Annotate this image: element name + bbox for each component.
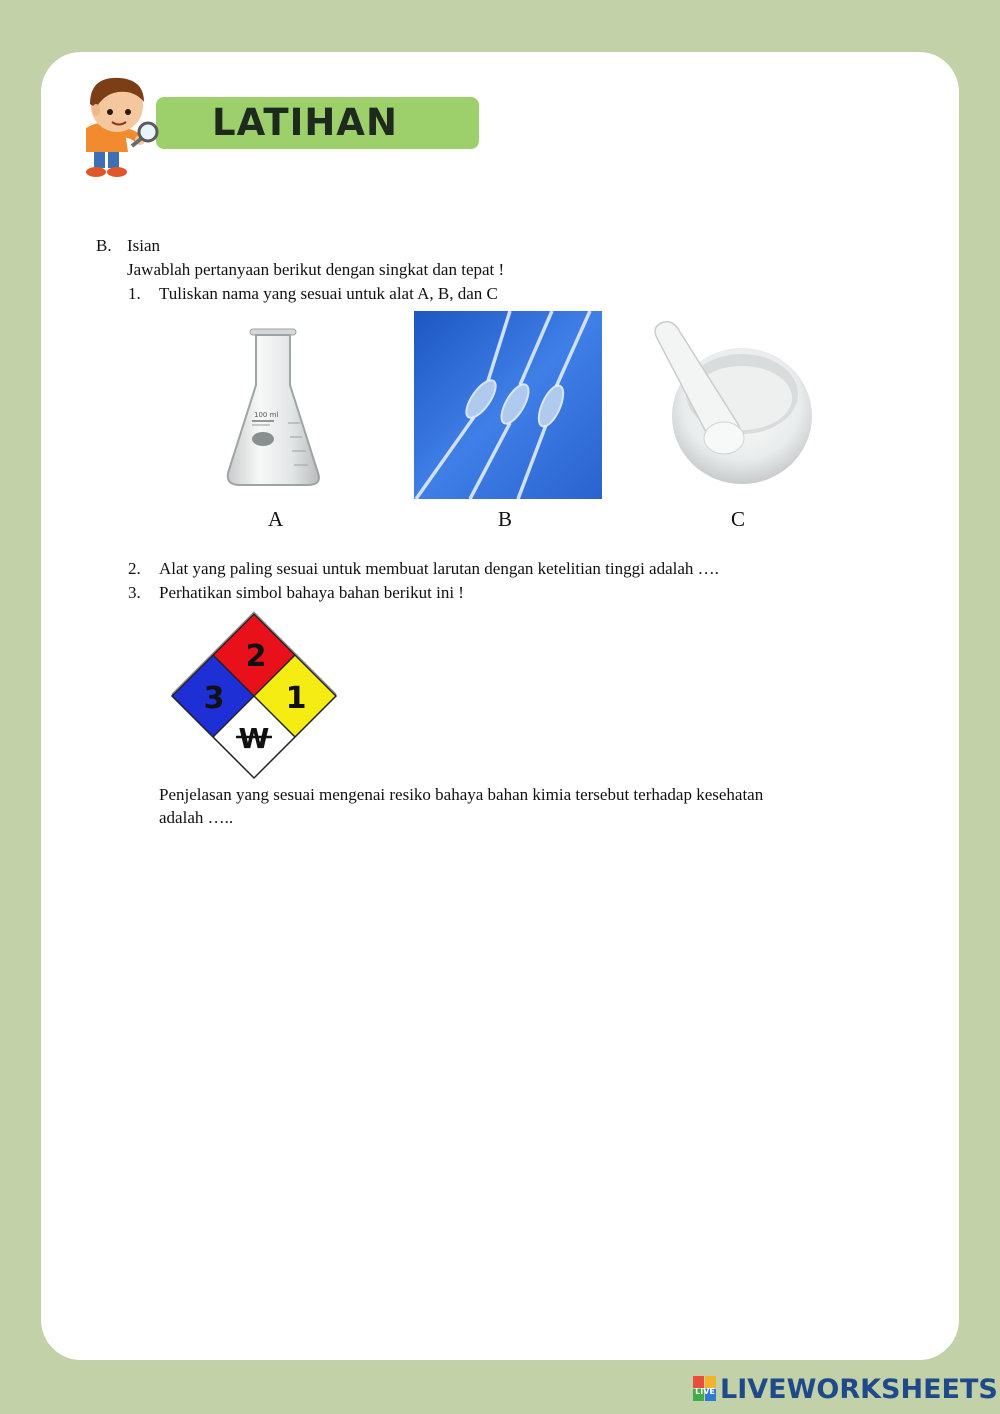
figure-label-c: C — [731, 507, 746, 531]
flask-volume-marking: 100 ml — [254, 411, 279, 419]
mortar-and-pestle-image — [650, 316, 814, 488]
page-title: LATIHAN — [212, 101, 398, 144]
figure-label-a: A — [268, 507, 284, 531]
question-1-number: 1. — [128, 284, 141, 303]
kid-with-magnifier-illustration — [72, 68, 168, 180]
special-hazard-symbol: W — [238, 722, 270, 755]
liveworksheets-wordmark: LIVEWORKSHEETS — [720, 1373, 998, 1405]
section-instruction: Jawablah pertanyaan berikut dengan singkat dan tepat ! — [127, 260, 505, 279]
explanation-line-1: Penjelasan yang sesuai mengenai resiko bahaya bahan kimia tersebut terhadap kesehatan — [159, 785, 764, 804]
reactivity-rating: 1 — [285, 681, 307, 716]
badge-text: LIVE — [695, 1387, 715, 1396]
section-title: Isian — [127, 236, 161, 255]
nfpa-hazard-diamond — [164, 604, 344, 782]
section-letter: B. — [96, 236, 112, 255]
liveworksheets-logo[interactable] — [693, 1372, 998, 1406]
explanation-line-2: adalah ….. — [159, 808, 234, 827]
question-3-number: 3. — [128, 583, 141, 602]
question-2-text: Alat yang paling sesuai untuk membuat larutan dengan ketelitian tinggi adalah …. — [159, 559, 719, 578]
volumetric-pipettes-image — [414, 311, 602, 499]
question-2-number: 2. — [128, 559, 141, 578]
figure-label-b: B — [498, 507, 513, 531]
health-rating: 3 — [203, 681, 225, 716]
flammability-rating: 2 — [245, 639, 267, 674]
erlenmeyer-flask-image — [222, 325, 328, 491]
question-1-text: Tuliskan nama yang sesuai untuk alat A, B, dan C — [159, 284, 498, 303]
question-3-text: Perhatikan simbol bahaya bahan berikut ini ! — [159, 583, 464, 602]
liveworksheets-badge-icon — [693, 1376, 717, 1402]
